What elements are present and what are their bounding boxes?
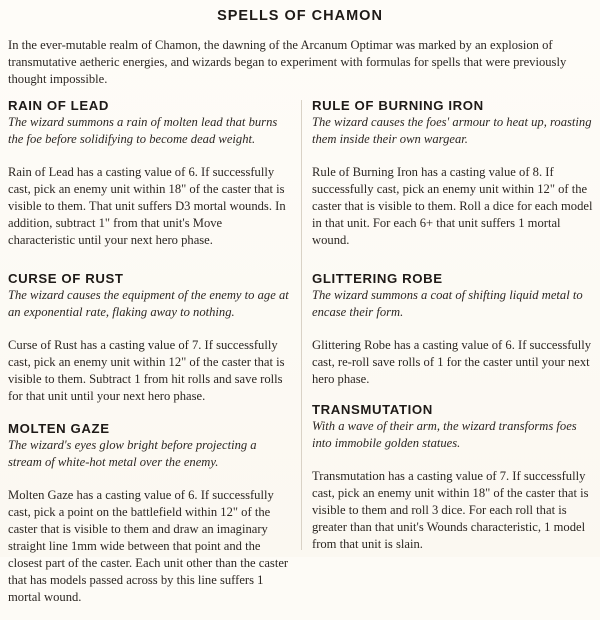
right-column: [312, 98, 594, 567]
spell-flavour-text: The wizard's eyes glow bright before projecting a stream of white-hot metal over the enemy.: [8, 438, 257, 469]
spell-title: TRANSMUTATION: [312, 402, 433, 417]
spell-flavour-text: The wizard summons a coat of shifting liquid metal to encase their form.: [312, 288, 583, 319]
spell-flavour-text: The wizard causes the foes' armour to heat up, roasting them inside their own wargear.: [312, 115, 592, 146]
spell-transmutation: [312, 402, 594, 553]
spell-title: RULE OF BURNING IRON: [312, 98, 484, 113]
spell-title: RAIN OF LEAD: [8, 98, 109, 113]
page-title: SPELLS OF CHAMON: [217, 8, 383, 24]
spell-title: CURSE OF RUST: [8, 271, 124, 286]
spell-flavour-text: The wizard causes the equipment of the enemy to age at an exponential rate, flaking away to nothing.: [8, 288, 289, 319]
column-divider: [301, 100, 302, 550]
spell-rule-of-burning-iron: [312, 98, 594, 249]
spell-rules-text: Transmutation has a casting value of 7. If successfully cast, pick an enemy unit within 18" of the caster that is visible to them and roll 3 dice. For each roll that is greater than that unit's Wounds characteristic, 1 model from that unit is slain.: [312, 469, 589, 551]
spell-rules-text: Molten Gaze has a casting value of 6. If successfully cast, pick a point on the battlefield within 12" of the caster that is visible to them and draw an imaginary straight line 1mm wide between that point and the closest part of the caster. Each unit other than the caster that has models passed across by this line suffers 1 mortal wound.: [8, 488, 289, 604]
spell-flavour-text: With a wave of their arm, the wizard transforms foes into immobile golden statues.: [312, 419, 577, 450]
spell-curse-of-rust: [8, 271, 292, 405]
spell-glittering-robe: [312, 271, 594, 388]
spell-rain-of-lead: [8, 98, 292, 249]
spell-flavour-text: The wizard summons a rain of molten lead that burns the foe before solidifying to become dead weight.: [8, 115, 278, 146]
spell-rules-text: Rule of Burning Iron has a casting value of 8. If successfully cast, pick an enemy unit within 12" of the caster that is visible to them. Roll a dice for each model in that unit. For each 6+ that unit suffers 1 mortal wound.: [312, 165, 593, 247]
spell-title: GLITTERING ROBE: [312, 271, 443, 286]
spell-rules-text: Rain of Lead has a casting value of 6. If successfully cast, pick an enemy unit within 18" of the caster that is visible to them. That unit suffers D3 mortal wounds. In addition, subtract 1" from that unit's Move characteristic until your next hero phase.: [8, 165, 286, 247]
spell-rules-text: Curse of Rust has a casting value of 7. If successfully cast, pick an enemy unit within 12" of the caster that is visible to them. Subtract 1 from hit rolls and save rolls for that unit until your next hero phase.: [8, 338, 285, 403]
spell-title: MOLTEN GAZE: [8, 421, 110, 436]
spell-rules-text: Glittering Robe has a casting value of 6. If successfully cast, re-roll save rolls of 1 for the caster until your next hero phase.: [312, 338, 592, 386]
left-column: [8, 98, 292, 620]
spell-molten-gaze: [8, 421, 292, 606]
intro-paragraph: In the ever-mutable realm of Chamon, the dawning of the Arcanum Optimar was marked by an explosion of transmutative aetheric energies, and wizards began to experiment with formulas for spells that were previously thought impossible.: [8, 38, 567, 86]
